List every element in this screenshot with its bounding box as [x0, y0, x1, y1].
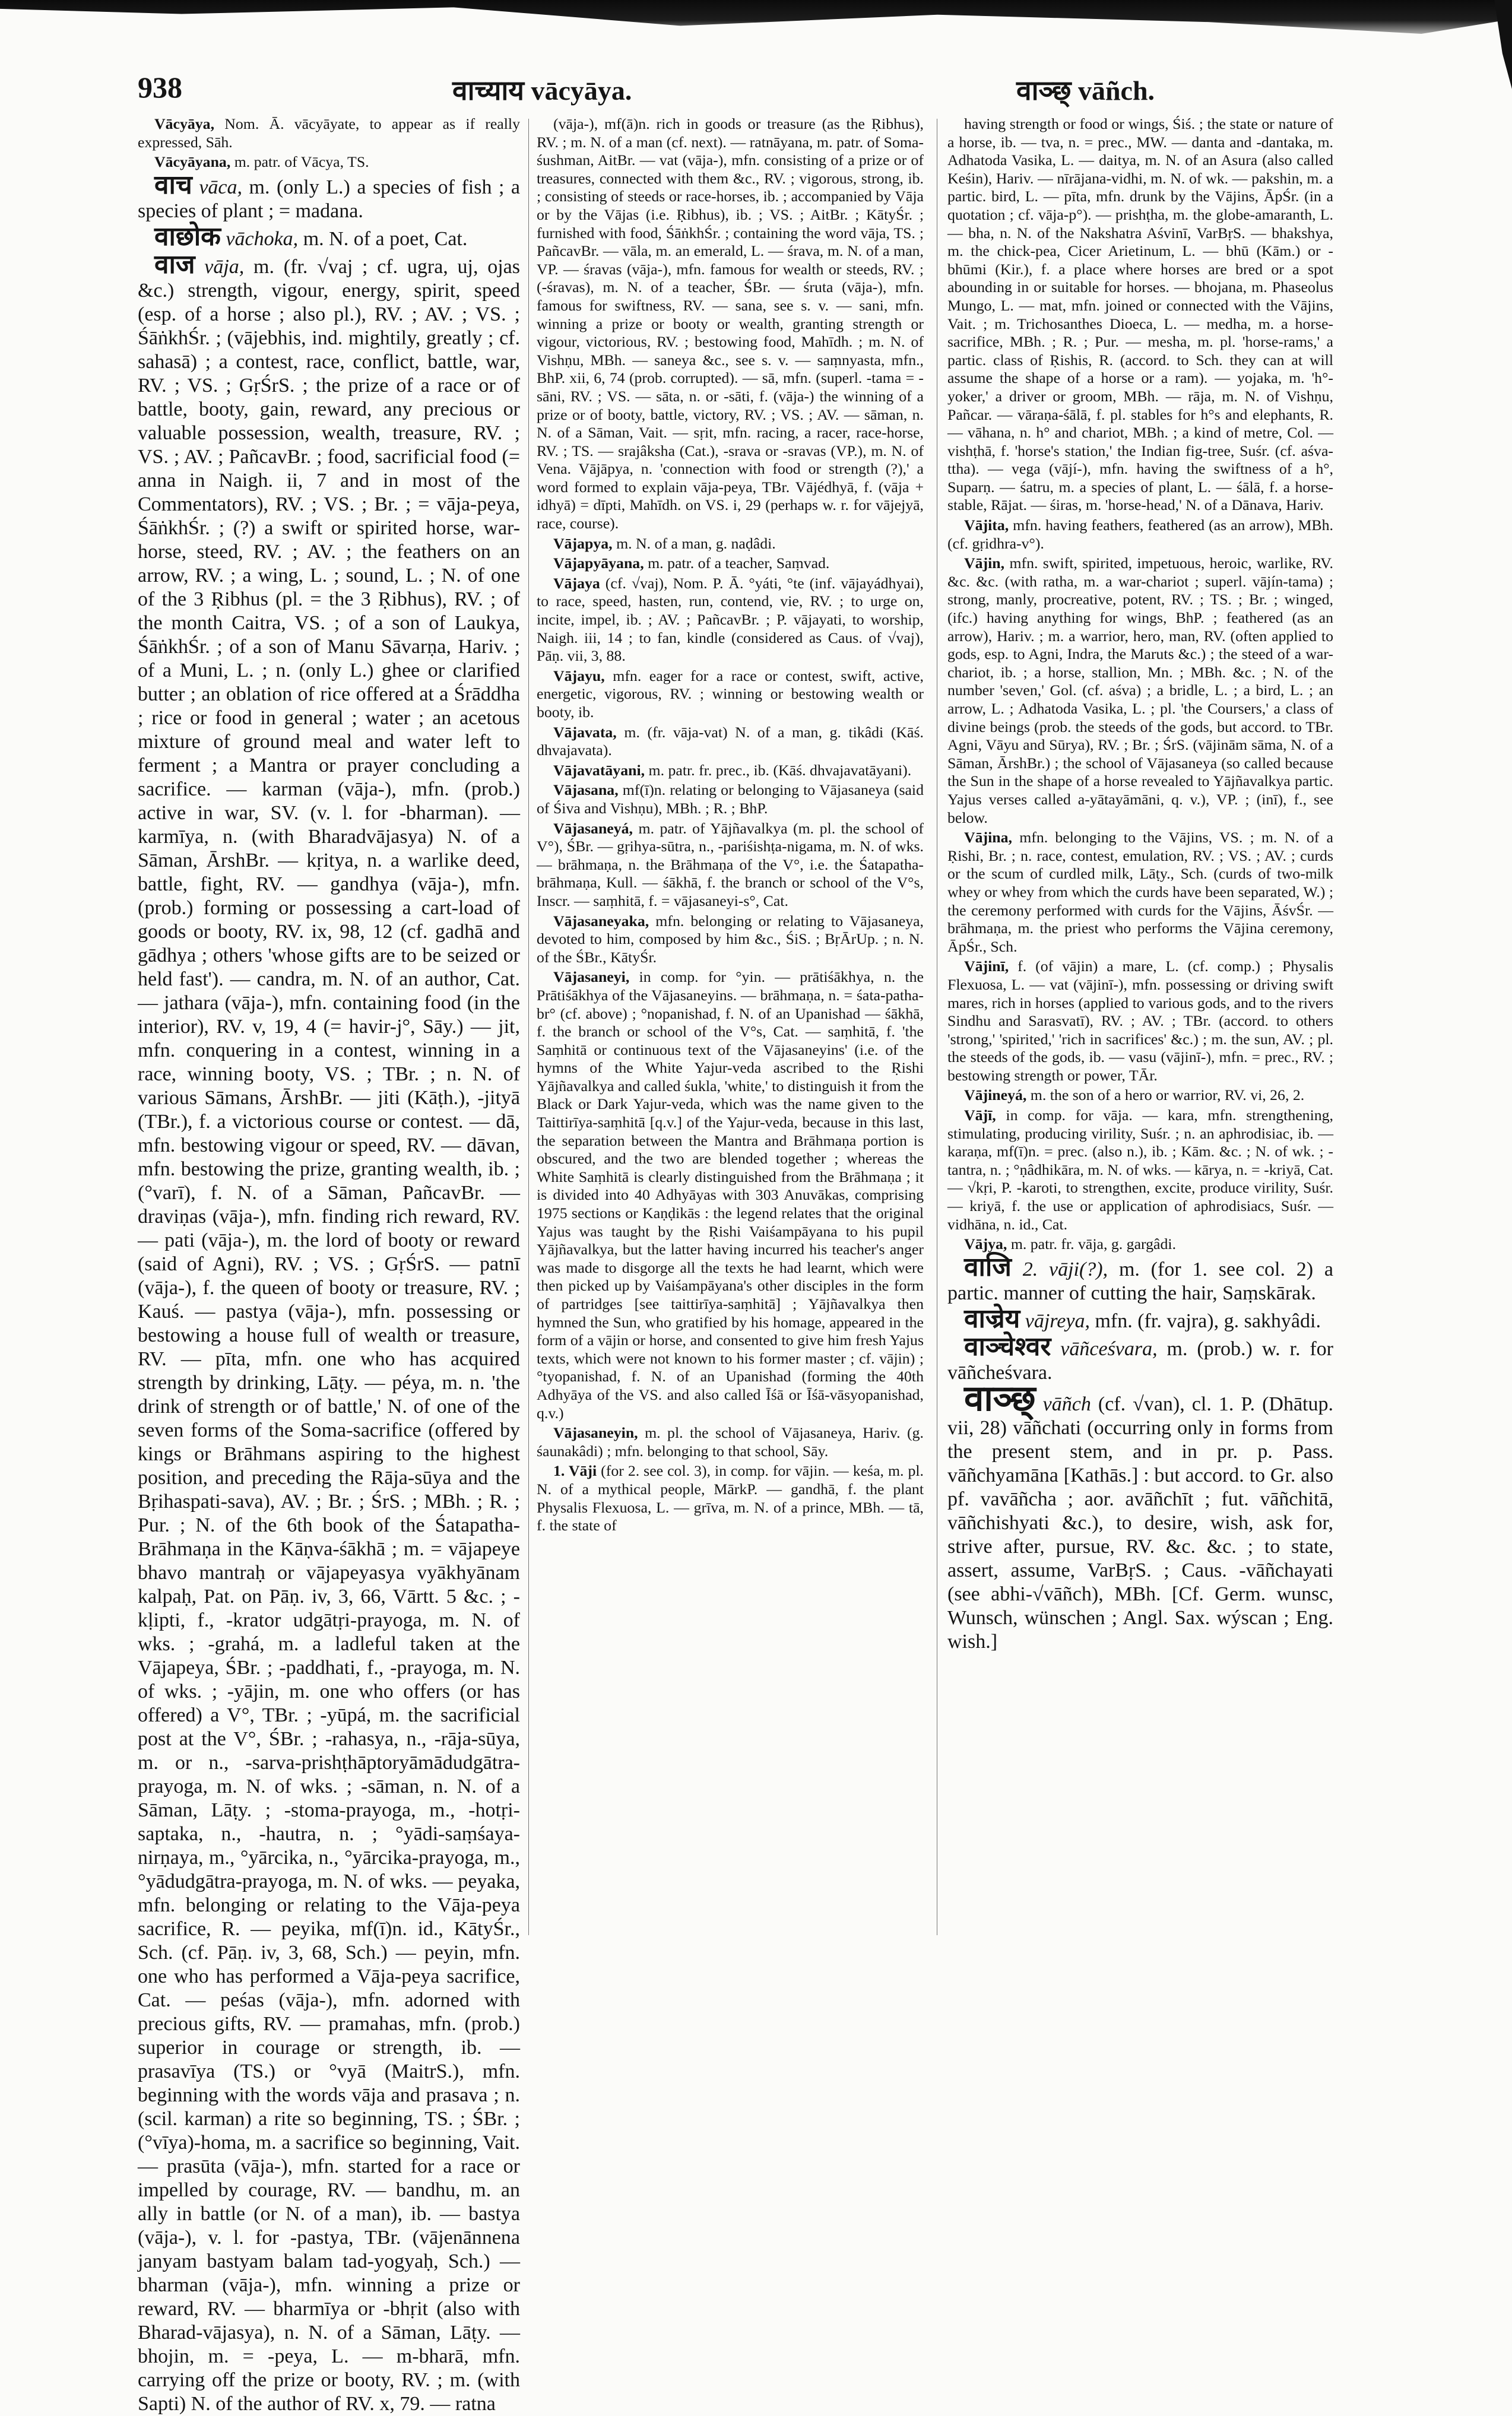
transliteration: 2. vāji(?), [1011, 1258, 1108, 1280]
dictionary-entry [537, 667, 924, 722]
dictionary-column-3 [947, 115, 1333, 1949]
definition-text: (for 2. see col. 3), in comp. for vājin. — keśa, m. pl. N. of a mythical people, MārkP. — gandhā, f. the plant Physalis Flexuosa, L. — grīva, m. N. of a prince, MBh. — tā, f. the state of [537, 1462, 924, 1534]
headword: Vājya, [964, 1235, 1007, 1253]
dictionary-entry [947, 1378, 1333, 1654]
dictionary-entry [537, 762, 924, 780]
headword: Vājineyá, [964, 1086, 1027, 1104]
transliteration: vāñceśvara, [1051, 1337, 1158, 1360]
dictionary-entry [138, 115, 520, 151]
dictionary-entry [947, 957, 1333, 1085]
dictionary-entry [947, 516, 1333, 553]
dictionary-entry [537, 1424, 924, 1460]
definition-text: m. patr. of a teacher, Saṃvad. [644, 554, 830, 572]
dictionary-entry [138, 221, 520, 251]
definition-text: (cf. √van), cl. 1. P. (Dhātup. vii, 28) vāñchati (occurring only in forms from the present stem, and in pr. p. Pass. vāñchyamāna [Kathās.] : but accord. to Gr. also pf. vavāñcha ; aor. avāñchīt ; fut. vāñchitā, vāñchishyati &c.), to desire, wish, ask for, strive after, pursue, RV. &c. &c. ; to state, assert, assume, VarBṛS. ; Caus. -vāñchayati (see abhi-√vāñch), MBh. [Cf. Germ. wunsc, Wunsch, wünschen ; Angl. Sax. wýscan ; Eng. wish.] [947, 1393, 1333, 1653]
headword: Vājayu, [553, 667, 605, 684]
dictionary-entry [947, 1252, 1333, 1305]
headword: Vājavatāyani, [553, 761, 645, 779]
page-number: 938 [138, 71, 182, 104]
headword: Vājavata, [553, 723, 617, 741]
definition-text: m. (for 1. see col. 2) a partic. manner of cutting the hair, Saṃskārak. [947, 1258, 1333, 1304]
headword: Vājasana, [553, 781, 619, 799]
definition-text: mf(ī)n. relating or belonging to Vājasaneya (said of Śiva and Vishṇu), MBh. ; R. ; BhP. [537, 781, 924, 817]
definition-text: in comp. for vāja. — kara, mfn. strengthening, stimulating, producing virility, Suśr. ; n. an aphrodisiac, ib. — karaṇa, mf(ī)n. = prec. (also n.), ib. ; Kām. &c. ; N. of wk. ; -tantra, n. ; °ṇâdhikāra, m. N. of wks. — kārya, n. = -kriyā, Cat. — √kṛi, P. -karoti, to strengthen, excite, produce virility, Suśr. — kriyā, f. the use or application of aphrodisiacs, Suśr. — vidhāna, n. id., Cat. [947, 1106, 1333, 1233]
dictionary-entry [138, 170, 521, 223]
devanagari-headword: वाजि [964, 1252, 1012, 1282]
definition-text: m. (only L.) a species of fish ; a species of plant ; = madana. [138, 176, 521, 222]
headword: Vājasaneyi, [553, 968, 630, 986]
headword: Vājina, [964, 829, 1012, 846]
column-rule [528, 119, 529, 1935]
headword: Vājapya, [553, 534, 613, 552]
definition-text: mfn. belonging to the Vājins, VS. ; m. N. of a Ṛishi, Br. ; n. race, contest, emulation, RV. ; VS. ; AV. ; curds or the scum of curdled milk, Lāṭy., Sch. (curds of two-milk whey or whey from which the curds have been separated, W.) ; the ceremony performed with curds for the Vājins, ĀśvŚr. — brāhmaṇa, m. the priest who performs the Vājina ceremony, ĀpŚr., Sch. [947, 829, 1333, 955]
dictionary-entry [947, 554, 1333, 827]
definition-text: mfn. eager for a race or contest, swift, active, energetic, vigorous, RV. ; winning or bestowing wealth or booty, ib. [537, 667, 924, 721]
dictionary-entry [947, 1086, 1333, 1105]
dictionary-column-1 [138, 115, 521, 2415]
definition-text: m. patr. of Vācya, TS. [230, 153, 369, 171]
definition-text: m. pl. the school of Vājasaneya, Hariv. (g. śaunakâdi) ; mfn. belonging to that school, Sāy. [537, 1424, 924, 1460]
dictionary-entry [537, 535, 924, 553]
devanagari-headword: वाज [154, 249, 195, 279]
dictionary-entry [537, 724, 924, 760]
headword: Vājin, [964, 554, 1005, 572]
devanagari-headword: वाज्रेय [964, 1304, 1020, 1333]
scan-edge-shadow [0, 0, 1512, 37]
headword: Vājaya [553, 574, 600, 592]
dictionary-entry [947, 1106, 1333, 1234]
definition-text: mfn. swift, spirited, impetuous, heroic, warlike, RV. &c. &c. (with ratha, m. a war-chariot ; superl. vājín-tama) ; strong, manly, procreative, potent, RV. ; TS. ; Br. ; winged, (ifc.) having anything for wings, BhP. ; feathered (as an arrow), Hariv. ; m. a warrior, hero, man, RV. (often applied to gods, esp. to Agni, Indra, the Maruts &c.) ; the steed of a war-chariot, ib. ; a horse, stallion, Mn. ; MBh. &c. ; N. of the number 'seven,' Gol. (cf. aśva) ; a bridle, L. ; a bird, L. ; an arrow, L. ; Adhatoda Vasika, L. ; pl. 'the Coursers,' a class of divine beings (prob. the steeds of the gods, but accord. to TBr. Agni, Vāyu and Sūrya), RV. ; Br. ; ŚrS. (vājinām sāma, N. of a Sāman, ĀrshBr.) ; the school of Vājasaneya (so called because the Sun in the shape of a horse revealed to Yājñavalkya partic. Yajus verses called a-yātayāmāni, q. v.), VP. ; (inī), f., see below. [947, 554, 1333, 826]
definition-text: mfn. having feathers, feathered (as an arrow), MBh. (cf. gṛidhra-v°). [947, 516, 1333, 552]
definition-text: mfn. belonging or relating to Vājasaneya, devoted to him, composed by him &c., ŚiS. ; BṛĀrUp. ; n. N. of the ŚBr., KātyŚr. [537, 912, 924, 966]
headword: Vājinī, [964, 957, 1009, 975]
headword: Vācyāyana, [154, 153, 231, 171]
headword: 1. Vāji [553, 1462, 597, 1480]
definition-text: mfn. (fr. vajra), g. sakhyâdi. [1089, 1310, 1321, 1332]
page-header [138, 70, 1355, 112]
headword: Vājasaneyá, [553, 819, 633, 837]
definition-text: (cf. √vaj), Nom. P. Ā. °yáti, °te (inf. vājayádhyai), to race, speed, hasten, run, contend, vie, RV. ; to urge on, incite, impel, ib. ; AV. ; PañcavBr. ; P. vājayati, to worship, Naigh. iii, 14 ; to fan, kindle (considered as Caus. of √vaj), Pāṇ. vii, 3, 88. [537, 574, 924, 665]
dictionary-entry [537, 554, 924, 573]
devanagari-headword: वाच [154, 170, 192, 199]
definition-text: m. patr. of Yājñavalkya (m. pl. the school of V°), ŚBr. — gṛihya-sūtra, n., -pariśishṭa-nigama, m. N. of wks. — brāhmaṇa, n. the Brāhmaṇa of the V°, i.e. the Śatapatha-brāhmaṇa, Kull. — śākhā, f. the branch or school of the V°s, Inscr. — saṃhitā, f. = vājasaneyi-s°, Cat. [537, 819, 924, 909]
dictionary-entry [537, 781, 924, 817]
headword: Vācyāya, [154, 115, 215, 132]
dictionary-column-2 [537, 115, 924, 1949]
definition-text: f. (of vājin) a mare, L. (cf. comp.) ; Physalis Flexuosa, L. — vat (vājinī-), mfn. possessing or driving swift mares, rich in horses (applied to various gods, and to the rivers Sindhu and Sarasvatī), RV. ; AV. ; TBr. (accord. to others 'strong,' 'spirited,' 'rich in sacrifices' &c.) ; m. the sun, AV. ; pl. the steeds of the gods, ib. — vasu (vājinī-), mfn. = prec., RV. ; bestowing strength or power, TĀr. [947, 957, 1333, 1084]
dictionary-entry [947, 1331, 1333, 1385]
headword: Vājī, [964, 1106, 996, 1124]
definition-text: m. N. of a poet, Cat. [298, 227, 468, 250]
headword: Vājasaneyaka, [553, 912, 649, 930]
transliteration: vāñch [1035, 1393, 1091, 1415]
dictionary-entry [138, 249, 520, 2416]
dictionary-entry [537, 1462, 924, 1534]
devanagari-headword: वाञ्छ् [964, 1378, 1036, 1418]
dictionary-entry [947, 1304, 1333, 1333]
dictionary-entry [138, 153, 520, 172]
dictionary-entry [947, 1235, 1333, 1254]
dictionary-entry [537, 968, 924, 1422]
definition-text: m. (prob.) w. r. for vāñcheśvara. [947, 1337, 1333, 1384]
devanagari-headword: वाछोक [154, 221, 221, 251]
definition-text: having strength or food or wings, Śiś. ; the state or nature of a horse, ib. — tva, n. = prec., MW. — danta and -dantaka, m. Adhatoda Vasika, L. — daitya, m. N. of an Asura (also called Keśin), Hariv. — nīrājana-vidhi, m. N. of wk. — pakshin, m. a partic. bird, L. — pīta, mfn. drunk by the Vājins, ĀpŚr. (in a quotation ; cf. vāja-p°). — prishṭha, m. the globe-amaranth, L. — bha, n. N. of the Nakshatra Aśvinī, VarBṛS. — bhakshya, m. the chick-pea, Cicer Arietinum, L. — bhū (Kām.) or -bhūmi (Kir.), f. a place where horses are bred or a spot abounding in or suitable for horses. — bhojana, m. Phaseolus Mungo, L. — mat, mfn. joined or connected with the Vājins, Vait. ; m. Trichosanthes Dioeca, L. — medha, m. a horse-sacrifice, MBh. ; R. ; Pur. — mesha, m. pl. 'horse-rams,' a partic. class of Ṛishis, R. (accord. to Sch. they can at will assume the shape of a horse or a ram). — yojaka, m. 'h°-yoker,' a driver or groom, MBh. — rāja, m. N. of Vishṇu, Pañcar. — vāraṇa-śālā, f. pl. stables for h°s and elephants, R. — vāhana, n. h° and chariot, MBh. ; a kind of metre, Col. — vishṭhā, f. 'horse's station,' the Indian fig-tree, Suśr. (cf. aśva-ttha). — vega (vājí-), mfn. having the swiftness of a h°, Suparṇ. — śatru, m. a species of plant, L. — śālā, f. a horse-stable, Rājat. — śiras, m. 'horse-head,' N. of a Dānava, Hariv. [947, 115, 1333, 514]
dictionary-entry [537, 575, 924, 665]
headword: Vājapyāyana, [553, 554, 644, 572]
running-head-left: वाच्याय vācyāya. [452, 75, 632, 106]
dictionary-entry [947, 829, 1333, 956]
transliteration: vāja, [195, 255, 245, 278]
definition-text: in comp. for °yin. — prātiśākhya, n. the Prātiśākhya of the Vājasaneyins. — brāhmaṇa, n. = śata-patha-br° (cf. above) ; °nopanishad, f. N. of an Upanishad — śākhā, f. the branch or school of the V°s, Cat. — saṃhitā, f. 'the Saṃhitā or continuous text of the Vājasaneyins' (i.e. of the hymns of the White Yajur-veda ascribed to the Ṛishi Yājñavalkya and called śukla, 'white,' to distinguish it from the Black or Dark Yajur-veda, which was the name given to the Taittirīya-saṃhitā [q.v.] of the Yajur-veda, because in this last, the separation between the Mantra and Brāhmaṇa portion is obscured, and the two are blended together ; whereas the White Saṃhitā is clearly distinguished from the Brāhmaṇa ; it is divided into 40 Adhyāyas with 303 Anuvākas, comprising 1975 sections or Kaṇḍikās : the legend relates that the original Yajus was taught by the Ṛishi Vaiśampāyana to his pupil Yājñavalkya, but the latter having incurred his teacher's anger was made to disgorge all the texts he had learnt, which were then picked up by Vaiśampāyana's other disciples in the form of partridges [see taittirīya-saṃhitā] ; Yājñavalkya then hymned the Sun, who gratified by his homage, appeared in the form of a vājin or horse, and consented to give him fresh Yajus texts, which were not known to his former master ; cf. vājin) ; °tyopanishad, f. N. of an Upanishad (forming the 40th Adhyāya of the VS. and also called Īśā or Īśā-vāsyopanishad, q.v.) [537, 968, 924, 1422]
headword: Vājita, [964, 516, 1009, 534]
definition-text: m. (fr. √vaj ; cf. ugra, uj, ojas &c.) strength, vigour, energy, spirit, speed (esp. of a horse ; also pl.), RV. ; AV. ; VS. ; ŚāṅkhŚr. ; (vājebhis, ind. mightily, greatly ; cf. sahasā) ; a contest, race, conflict, battle, war, RV. ; VS. ; GṛŚrS. ; the prize of a race or of battle, booty, gain, reward, any precious or valuable possession, wealth, treasure, RV. ; VS. ; AV. ; PañcavBr. ; food, sacrificial food (= anna in Naigh. ii, 7 and in most of the Commentators), RV. ; VS. ; Br. ; = vāja-peya, ŚāṅkhŚr. ; (?) a swift or spirited horse, war-horse, steed, RV. ; AV. ; the feathers on an arrow, RV. ; a wing, L. ; sound, L. ; N. of one of the 3 Ṛibhus (pl. = the 3 Ṛibhus), RV. ; of the month Caitra, VS. ; of a son of Laukya, ŚāṅkhŚr. ; of a son of Manu Sāvarṇa, Hariv. ; of a Muni, L. ; n. (only L.) ghee or clarified butter ; an oblation of rice offered at a Śrāddha ; rice or food in general ; water ; an acetous mixture of ground meal and water left to ferment ; a Mantra or prayer concluding a sacrifice. — karman (vāja-), mfn. (prob.) active in war, SV. (v. l. for -bharman). — karmīya, n. (with Bharadvājasya) N. of a Sāman, ĀrshBr. — kṛitya, n. a warlike deed, battle, fight, RV. — gandhya (vāja-), mfn. (prob.) forming or possessing a cart-load of goods or booty, RV. ix, 98, 12 (cf. gadhā and gādhya ; others 'whose gifts are to be seized or held fast'). — candra, m. N. of an author, Cat. — jathara (vāja-), mfn. containing food (in the interior), RV. v, 19, 4 (= havir-j°, Sāy.) — jit, mfn. conquering in a contest, winning in a race, winning booty, VS. ; TBr. ; n. N. of various Sāmans, ĀrshBr. — jiti (Kāṭh.), -jityā (TBr.), f. a victorious course or contest. — dā, mfn. bestowing vigour or speed, RV. — dāvan, mfn. bestowing the prize, granting wealth, ib. ; (°varī), f. N. of a Sāman, PañcavBr. — draviṇas (vāja-), mfn. finding rich reward, RV. — pati (vāja-), m. the lord of booty or reward (said of Agni), RV. ; VS. ; GṛŚrS. — patnī (vāja-), f. the queen of booty or treasure, RV. ; Kauś. — pastya (vāja-), mfn. possessing or bestowing a house full of wealth or treasure, RV. — pīta, mfn. one who has acquired strength by drinking, Lāṭy. — péya, m. n. 'the drink of strength or of battle,' N. of one of the seven forms of the Soma-sacrifice (offered by kings or Brāhmans aspiring to the highest position, and preceding the Rāja-sūya and the Bṛihaspati-sava), AV. ; Br. ; ŚrS. ; MBh. ; R. ; Pur. ; N. of the 6th book of the Śatapatha-Brāhmaṇa in the Kāṇva-śākhā ; m. = vājapeye bhavo mantraḥ or vājapeyasya vyākhyānam kalpaḥ, Pat. on Pāṇ. iv, 3, 66, Vārtt. 5 &c. ; -kḷipti, f., -krator udgātṛi-prayoga, m. N. of wks. ; -grahá, m. a ladleful taken at the Vājapeya, ŚBr. ; -paddhati, f., -prayoga, m. N. of wks. ; -yājin, m. one who offers (or has offered) a V°, TBr. ; -yūpá, m. the sacrificial post at the V°, ŚBr. ; -rahasya, n., -rāja-sūya, m. or n., -sarva-prishṭhāptoryāmādudgātra-prayoga, m. N. of wks. ; -sāman, n. N. of a Sāman, Lāṭy. ; -stoma-prayoga, m., -hotṛi-saptaka, n., -hautra, n. ; °yādi-saṃśaya-nirṇaya, m., °yārcika, n., °yārcika-prayoga, m., °yādudgātra-prayoga, m. N. of wks. — peyaka, mfn. belonging or relating to the Vāja-peya sacrifice, R. — peyika, mf(ī)n. id., KātyŚr., Sch. (cf. Pāṇ. iv, 3, 68, Sch.) — peyin, mfn. one who has performed a Vāja-peya sacrifice, Cat. — peśas (vāja-), mfn. adorned with precious gifts, RV. — pramahas, mfn. (prob.) superior in courage or strength, ib. — prasavīya (TS.) or °vyā (MaitrS.), mfn. beginning with the words vāja and prasava ; n. (scil. karman) a rite so beginning, TS. ; ŚBr. ; (°vīya)-homa, m. a sacrifice so beginning, Vait. — prasūta (vāja-), mfn. started for a race or impelled by courage, RV. — bandhu, m. an ally in battle (or N. of a man), ib. — bastya (vāja-), v. l. for -pastya, TBr. (vājenānnena janyam bastyam balam tad-yogyaḥ, Sch.) — bharman (vāja-), mfn. winning a prize or reward, RV. — bharmīya or -bhṛit (also with Bharad-vājasya), n. N. of a Sāman, Lāṭy. — bhojin, m. = -peya, L. — m-bharā, mfn. carrying off the prize or booty, RV. ; m. (with Sapti) N. of the author of RV. x, 79. — ratna [138, 255, 520, 2415]
definition-text: m. patr. fr. prec., ib. (Kāś. dhvajavatāyani). [645, 761, 912, 779]
dictionary-entry [537, 820, 924, 911]
devanagari-headword: वाञ्चेश्वर [964, 1331, 1051, 1361]
definition-text: (vāja-), mf(ā)n. rich in goods or treasure (as the Ṛibhus), RV. ; m. N. of a man (cf. next). — ratnāyana, m. patr. of Soma-śushman, AitBr. — vat (vāja-), mfn. consisting of a prize or of treasures, connected with them &c., RV. ; vigorous, strong, ib. ; consisting of steeds or race-horses, ib. ; accompanied by Vāja or by the Vājas (i.e. Ṛibhus), ib. ; VS. ; AitBr. ; KātyŚr. ; furnished with food, ŚāṅkhŚr. ; containing the word vāja, TS. ; PañcavBr. — vāla, m. an emerald, L. — śrava, m. N. of a man, VP. — śravas (vāja-), mfn. famous for wealth or steeds, RV. ; (-śravas), m. N. of a teacher, ŚBr. — śruta (vāja-), mfn. famous for swiftness, RV. — sana, see s. v. — sani, mfn. winning a prize or booty or wealth, granting strength or vigour, victorious, RV. ; bestowing food, Mahīdh. ; m. N. of Vishṇu, MBh. — saneya &c., see s. v. — saṃnyasta, mfn., BhP. xii, 6, 74 (prob. corrupted). — sā, mfn. (superl. -tama = -sāni, RV. ; VS. — sāta, n. or -sāti, f. (vāja-) the winning of a prize or of booty, battle, victory, RV. ; VS. ; AV. — sāman, n. N. of a Sāman, Vait. — sṛit, mfn. racing, a racer, race-horse, RV. ; TS. — srajâksha (Cat.), -srava or -sravas (VP.), m. N. of Vena. Vājāpya, n. 'connection with food or strength (?),' a word formed to explain vāja-peya, TBr. Vājédhyā, f. (vāja + idhyā) = dīpti, Mahīdh. on VS. i, 29 (perhaps w. r. for vājejyā, race, course). [537, 115, 924, 532]
dictionary-entry [537, 115, 924, 533]
transliteration: vāca, [192, 176, 243, 198]
definition-text: m. the son of a hero or warrior, RV. vi, 26, 2. [1026, 1086, 1305, 1104]
definition-text: m. patr. fr. vāja, g. gargâdi. [1007, 1235, 1177, 1253]
headword: Vājasaneyin, [553, 1424, 638, 1442]
definition-text: m. N. of a man, g. naḍâdi. [612, 534, 776, 552]
transliteration: vāchoka, [220, 227, 299, 250]
definition-text: Nom. Ā. vācyāyate, to appear as if really expressed, Sāh. [138, 115, 520, 151]
dictionary-entry [537, 912, 924, 967]
dictionary-entry [947, 115, 1333, 515]
running-head-right: वाञ्छ् vāñch. [1016, 75, 1155, 106]
transliteration: vājreya, [1020, 1310, 1090, 1332]
definition-text: m. (fr. vāja-vat) N. of a man, g. tikâdi (Kāś. dhvajavata). [537, 723, 924, 759]
